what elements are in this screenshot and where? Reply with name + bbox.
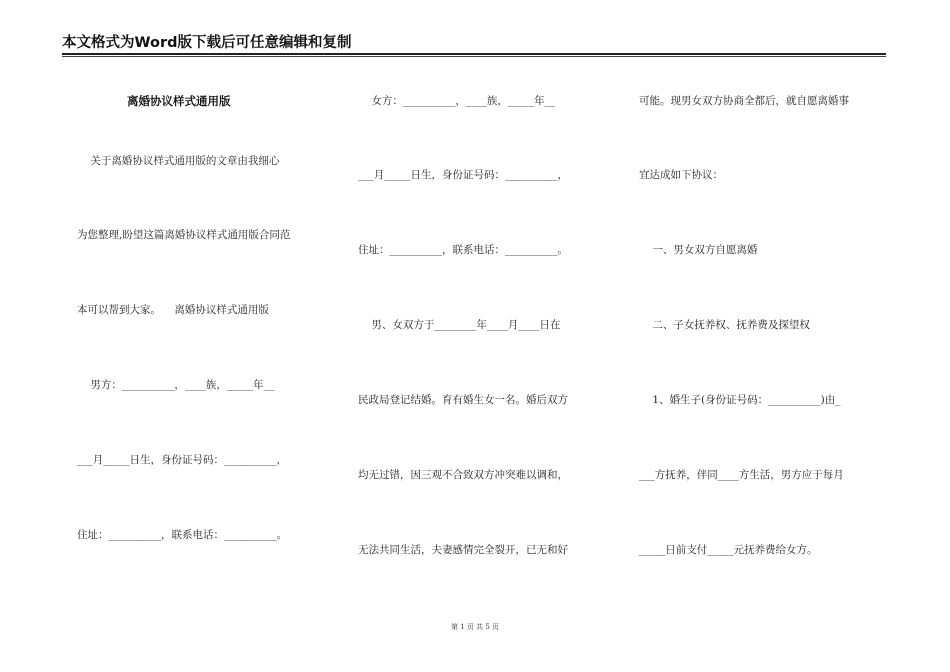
col2-line-4: 男、女双方于________年____月____日在 [358,319,561,331]
page-number-footer: 第 1 页 共 5 页 [450,623,500,631]
document-header: 本文格式为Word版下载后可任意编辑和复制 [62,35,352,51]
col3-line-7: _____日前支付_____元抚养费给女方。 [639,544,818,556]
header-rule-thin [62,56,886,57]
col1-line-3: 本可以帮到大家。 离婚协议样式通用版 [77,304,269,316]
col2-line-3: 住址：__________，联系电话：__________。 [358,244,568,256]
col2-line-2: ___月_____日生，身份证号码：__________， [358,169,568,181]
col1-line-2: 为您整理,盼望这篇离婚协议样式通用版合同范 [77,229,291,241]
col3-line-6: ___方抚养，伴同____方生活，男方应于每月 [639,469,844,481]
col1-line-5: ___月_____日生，身份证号码：__________， [77,454,287,466]
col1-line-4: 男方：__________，____族，_____年__ [77,379,275,391]
col1-line-1: 关于离婚协议样式通用版的文章由我细心 [77,155,280,167]
col1-line-6: 住址：__________，联系电话：__________。 [77,529,287,541]
col2-line-7: 无法共同生活，夫妻感情完全裂开，已无和好 [358,544,568,556]
col3-line-4: 二、子女抚养权、抚养费及探望权 [639,319,810,331]
col3-line-3: 一、男女双方自愿离婚 [639,244,758,256]
col2-line-5: 民政局登记结婚。育有婚生女一名。婚后双方 [358,394,568,406]
col2-line-1: 女方：__________，____族，_____年__ [358,95,556,107]
col3-line-5: 1、婚生子(身份证号码：__________)由_ [639,394,841,406]
col2-line-6: 均无过错，因三观不合致双方冲突难以调和， [358,469,568,481]
col3-line-2: 宜达成如下协议： [639,169,723,181]
col3-line-1: 可能。现男女双方协商全都后，就自愿离婚事 [639,95,849,107]
header-rule-thick [62,53,886,55]
document-title: 离婚协议样式通用版 [127,94,231,108]
